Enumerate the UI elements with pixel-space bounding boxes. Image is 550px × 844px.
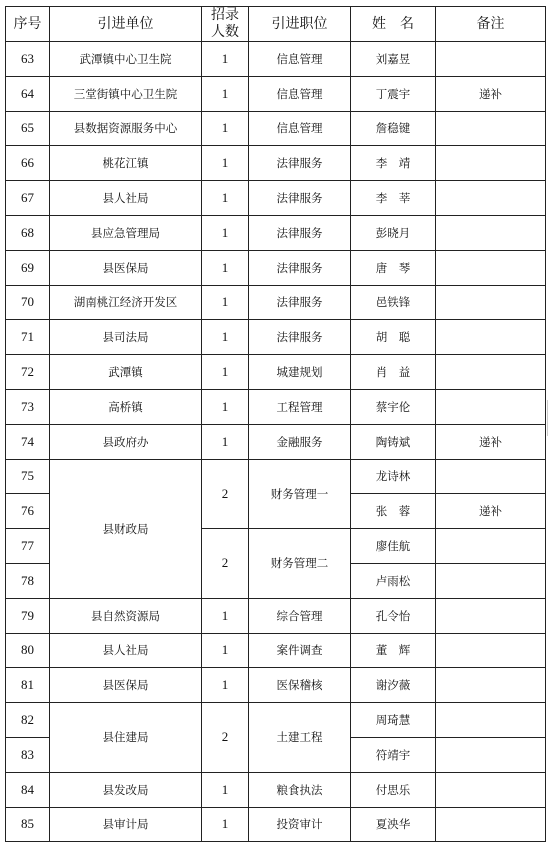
unit-cell: 县审计局 — [50, 807, 202, 842]
table-row — [6, 285, 546, 320]
table-row — [6, 250, 546, 285]
table-row — [6, 459, 546, 494]
table-row — [6, 42, 546, 77]
remark-cell — [436, 181, 546, 216]
unit-cell: 县人社局 — [50, 633, 202, 668]
name-cell: 唐 琴 — [351, 250, 436, 285]
name-cell: 卢雨松 — [351, 563, 436, 598]
count-cell: 1 — [202, 598, 249, 633]
table-row — [6, 111, 546, 146]
row-number: 81 — [6, 668, 50, 703]
name-cell: 周琦慧 — [351, 703, 436, 738]
unit-cell: 县医保局 — [50, 250, 202, 285]
row-number: 67 — [6, 181, 50, 216]
row-number: 74 — [6, 424, 50, 459]
count-cell: 1 — [202, 146, 249, 181]
table-row — [6, 807, 546, 842]
position-cell: 法律服务 — [249, 285, 351, 320]
remark-cell — [436, 703, 546, 738]
remark-cell — [436, 42, 546, 77]
table-row — [6, 181, 546, 216]
row-number: 69 — [6, 250, 50, 285]
count-cell: 1 — [202, 215, 249, 250]
name-cell: 龙诗林 — [351, 459, 436, 494]
count-cell: 1 — [202, 355, 249, 390]
unit-cell: 武潭镇 — [50, 355, 202, 390]
table-row — [6, 215, 546, 250]
position-cell: 法律服务 — [249, 250, 351, 285]
row-number: 70 — [6, 285, 50, 320]
name-cell: 谢汐薇 — [351, 668, 436, 703]
row-number: 84 — [6, 772, 50, 807]
remark-cell — [436, 459, 546, 494]
row-number: 64 — [6, 76, 50, 111]
name-cell: 邑铁锋 — [351, 285, 436, 320]
name-cell: 彭晓月 — [351, 215, 436, 250]
name-cell: 李 莘 — [351, 181, 436, 216]
unit-cell: 县发改局 — [50, 772, 202, 807]
unit-cell: 县医保局 — [50, 668, 202, 703]
table-row — [6, 76, 546, 111]
table-row — [6, 668, 546, 703]
count-cell: 1 — [202, 668, 249, 703]
row-number: 85 — [6, 807, 50, 842]
position-cell: 法律服务 — [249, 320, 351, 355]
header-position: 引进职位 — [249, 7, 351, 42]
name-cell: 李 靖 — [351, 146, 436, 181]
remark-cell — [436, 146, 546, 181]
position-cell: 金融服务 — [249, 424, 351, 459]
remark-cell — [436, 250, 546, 285]
name-cell: 陶铸斌 — [351, 424, 436, 459]
header-name: 姓 名 — [351, 7, 436, 42]
position-cell: 法律服务 — [249, 215, 351, 250]
count-cell: 1 — [202, 42, 249, 77]
count-cell: 1 — [202, 320, 249, 355]
position-cell: 信息管理 — [249, 42, 351, 77]
remark-cell: 递补 — [436, 424, 546, 459]
position-cell: 案件调查 — [249, 633, 351, 668]
header-count: 招录人数 — [202, 7, 249, 42]
unit-cell: 县司法局 — [50, 320, 202, 355]
row-number: 65 — [6, 111, 50, 146]
row-number: 80 — [6, 633, 50, 668]
unit-cell: 县应急管理局 — [50, 215, 202, 250]
row-number: 82 — [6, 703, 50, 738]
name-cell: 夏泱华 — [351, 807, 436, 842]
remark-cell — [436, 807, 546, 842]
remark-cell — [436, 598, 546, 633]
remark-cell: 递补 — [436, 494, 546, 529]
unit-cell: 湖南桃江经济开发区 — [50, 285, 202, 320]
unit-cell: 县自然资源局 — [50, 598, 202, 633]
count-cell: 1 — [202, 250, 249, 285]
position-cell: 法律服务 — [249, 181, 351, 216]
table-row — [6, 598, 546, 633]
position-cell: 土建工程 — [249, 703, 351, 773]
position-cell: 财务管理二 — [249, 529, 351, 599]
remark-cell — [436, 633, 546, 668]
table-row — [6, 772, 546, 807]
count-cell: 1 — [202, 633, 249, 668]
name-cell: 蔡宇伦 — [351, 389, 436, 424]
remark-cell — [436, 320, 546, 355]
row-number: 68 — [6, 215, 50, 250]
name-cell: 张 蓉 — [351, 494, 436, 529]
remark-cell — [436, 389, 546, 424]
row-number: 78 — [6, 563, 50, 598]
header-unit: 引进单位 — [50, 7, 202, 42]
header-row — [6, 7, 546, 42]
count-cell: 2 — [202, 703, 249, 773]
name-cell: 刘嘉昱 — [351, 42, 436, 77]
name-cell: 董 辉 — [351, 633, 436, 668]
table-row — [6, 146, 546, 181]
remark-cell — [436, 111, 546, 146]
remark-cell — [436, 215, 546, 250]
name-cell: 付思乐 — [351, 772, 436, 807]
remark-cell — [436, 285, 546, 320]
position-cell: 粮食执法 — [249, 772, 351, 807]
position-cell: 法律服务 — [249, 146, 351, 181]
name-cell: 孔令怡 — [351, 598, 436, 633]
name-cell: 詹稳键 — [351, 111, 436, 146]
row-number: 66 — [6, 146, 50, 181]
position-cell: 投资审计 — [249, 807, 351, 842]
count-cell: 1 — [202, 389, 249, 424]
name-cell: 廖佳航 — [351, 529, 436, 564]
unit-cell: 武潭镇中心卫生院 — [50, 42, 202, 77]
name-cell: 丁震宇 — [351, 76, 436, 111]
count-cell: 1 — [202, 807, 249, 842]
position-cell: 医保稽核 — [249, 668, 351, 703]
table-row — [6, 703, 546, 738]
position-cell: 城建规划 — [249, 355, 351, 390]
remark-cell — [436, 668, 546, 703]
position-cell: 综合管理 — [249, 598, 351, 633]
unit-cell: 县人社局 — [50, 181, 202, 216]
table-row — [6, 355, 546, 390]
row-number: 73 — [6, 389, 50, 424]
count-cell: 1 — [202, 424, 249, 459]
position-cell: 工程管理 — [249, 389, 351, 424]
row-number: 79 — [6, 598, 50, 633]
row-number: 75 — [6, 459, 50, 494]
count-cell: 2 — [202, 459, 249, 529]
row-number: 77 — [6, 529, 50, 564]
remark-cell — [436, 529, 546, 564]
position-cell: 信息管理 — [249, 76, 351, 111]
header-remark: 备注 — [436, 7, 546, 42]
recruitment-table — [5, 6, 546, 842]
unit-cell: 县政府办 — [50, 424, 202, 459]
remark-cell: 递补 — [436, 76, 546, 111]
remark-cell — [436, 772, 546, 807]
table-row — [6, 424, 546, 459]
row-number: 71 — [6, 320, 50, 355]
count-cell: 1 — [202, 76, 249, 111]
count-cell: 1 — [202, 285, 249, 320]
position-cell: 信息管理 — [249, 111, 351, 146]
row-number: 72 — [6, 355, 50, 390]
remark-cell — [436, 563, 546, 598]
table-row — [6, 389, 546, 424]
position-cell: 财务管理一 — [249, 459, 351, 529]
unit-cell: 三堂街镇中心卫生院 — [50, 76, 202, 111]
name-cell: 肖 益 — [351, 355, 436, 390]
count-cell: 1 — [202, 181, 249, 216]
unit-cell: 县财政局 — [50, 459, 202, 598]
unit-cell: 桃花江镇 — [50, 146, 202, 181]
name-cell: 胡 聪 — [351, 320, 436, 355]
row-number: 83 — [6, 737, 50, 772]
table-row — [6, 320, 546, 355]
header-no: 序号 — [6, 7, 50, 42]
row-number: 63 — [6, 42, 50, 77]
unit-cell: 县住建局 — [50, 703, 202, 773]
row-number: 76 — [6, 494, 50, 529]
remark-cell — [436, 355, 546, 390]
count-cell: 1 — [202, 772, 249, 807]
count-cell: 1 — [202, 111, 249, 146]
name-cell: 符靖宇 — [351, 737, 436, 772]
table-row — [6, 633, 546, 668]
remark-cell — [436, 737, 546, 772]
unit-cell: 县数据资源服务中心 — [50, 111, 202, 146]
count-cell: 2 — [202, 529, 249, 599]
unit-cell: 高桥镇 — [50, 389, 202, 424]
